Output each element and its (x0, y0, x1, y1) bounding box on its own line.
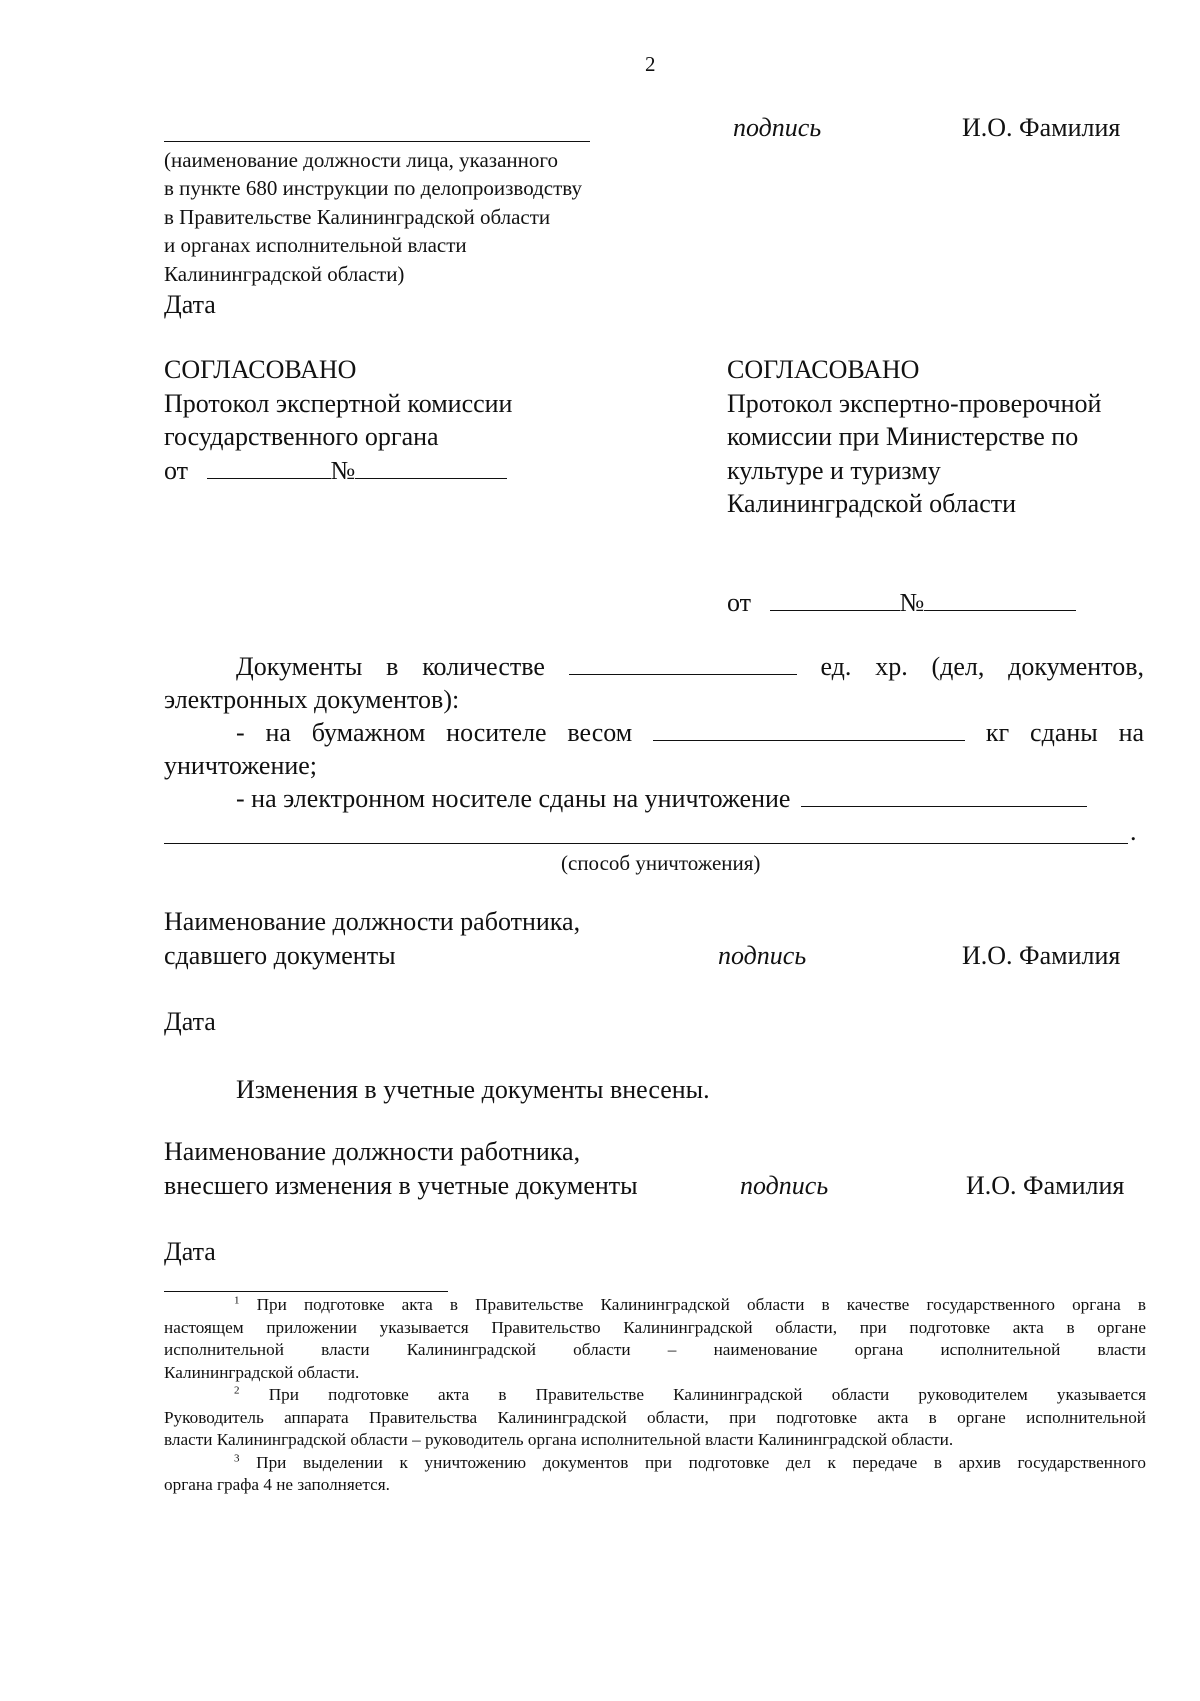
page-number: 2 (645, 52, 656, 76)
footnote-3 (164, 1452, 1146, 1497)
position-note-line: (наименование должности лица, указанного (164, 148, 558, 172)
docs-lead: Документы в количестве (236, 652, 545, 681)
date-label: Дата (164, 290, 216, 319)
footnote-text: При подготовке акта в Правительстве Калининградской области в качестве государственного органа в (256, 1295, 1147, 1314)
docs-count-line (164, 650, 1144, 683)
approval-right (727, 353, 1101, 521)
position-note (164, 146, 582, 288)
footnote-line (164, 1384, 1146, 1407)
approval-line: комиссии при Министерстве по (727, 422, 1079, 451)
footnote-mark: 1 (234, 1294, 240, 1307)
end-dot: . (1130, 817, 1137, 846)
approval-left (164, 353, 512, 487)
footnote-2 (164, 1384, 1146, 1452)
position-note-line: и органах исполнительной власти (164, 233, 467, 258)
footnote-line: исполнительной власти Калининградской области – наименование органа исполнительной власти (164, 1340, 1146, 1359)
footnote-text: При подготовке акта в Правительстве Калининградской области руководителем указывается (268, 1385, 1146, 1404)
electronic-blank (801, 788, 1087, 807)
footnote-line: Руководитель аппарата Правительства Калининградской области, при подготовке акта в органе исполнительной (164, 1407, 1146, 1427)
position-note-line: в Правительстве Калининградской области (164, 204, 551, 229)
number-blank (355, 460, 507, 479)
date-label: Дата (164, 1007, 216, 1036)
approval-line: Калининградской области (727, 489, 1017, 518)
from-label: от (164, 455, 189, 485)
footnote-line (164, 1294, 1146, 1317)
footnote-1 (164, 1294, 1146, 1384)
number-label: № (330, 455, 356, 485)
position-line: внесшего изменения в учетные документы (164, 1171, 638, 1200)
paper-weight-blank (653, 722, 965, 741)
footnotes (164, 1294, 1146, 1497)
paper-cont: уничтожение; (164, 751, 318, 780)
position-underline (164, 141, 590, 142)
footnote-mark: 2 (234, 1384, 240, 1397)
date-blank (770, 592, 900, 611)
from-label: от (727, 588, 752, 617)
number-label: № (899, 588, 925, 617)
footnote-separator (164, 1291, 448, 1292)
approval-line: Протокол экспертно-проверочной (727, 388, 1102, 418)
changes-position (164, 1135, 638, 1203)
signature-label: подпись (718, 941, 807, 970)
approval-heading: СОГЛАСОВАНО (164, 355, 357, 384)
name-label: И.О. Фамилия (962, 941, 1121, 970)
approval-line: Протокол экспертной комиссии (164, 388, 513, 418)
footnote-line (164, 1452, 1146, 1475)
position-line: Наименование должности работника, (164, 1137, 581, 1166)
footnote-text: При выделении к уничтожению документов при подготовке дел к передаче в архив государственного (256, 1452, 1147, 1472)
paper-lead: - на бумажном носителе весом (236, 718, 633, 747)
signature-label: подпись (733, 113, 822, 142)
approval-line: культуре и туризму (727, 455, 941, 485)
number-blank (924, 592, 1076, 611)
position-line: сдавшего документы (164, 941, 396, 970)
date-label: Дата (164, 1237, 216, 1266)
approval-right-from-row (727, 586, 1076, 619)
date-blank (207, 460, 331, 479)
paper-tail: кг сданы на (985, 718, 1145, 747)
name-label: И.О. Фамилия (962, 113, 1121, 142)
method-caption: (способ уничтожения) (561, 851, 761, 875)
docs-units: ед. хр. (дел, документов, (820, 652, 1145, 681)
position-line: Наименование должности работника, (164, 907, 581, 936)
docs-count-blank (569, 656, 797, 675)
footnote-mark: 3 (234, 1451, 240, 1464)
approval-from-row (164, 454, 512, 488)
docs-count-cont: электронных документов): (164, 685, 460, 714)
name-label: И.О. Фамилия (966, 1171, 1125, 1200)
position-note-line: в пункте 680 инструкции по делопроизводству (164, 176, 582, 201)
electronic-lead: - на электронном носителе сданы на уничтожение (236, 784, 791, 813)
approval-heading: СОГЛАСОВАНО (727, 355, 920, 384)
changes-note: Изменения в учетные документы внесены. (236, 1075, 710, 1104)
signature-label: подпись (740, 1171, 829, 1200)
approval-line: государственного органа (164, 422, 439, 451)
footnote-line: власти Калининградской области – руководитель органа исполнительной власти Калининградской области. (164, 1430, 954, 1449)
method-underline (164, 843, 1128, 844)
handover-position (164, 905, 580, 973)
footnote-line: настоящем приложении указывается Правительство Калининградской области, при подготовке акта в органе (164, 1317, 1146, 1337)
electronic-line (236, 782, 1087, 815)
footnote-line: органа графа 4 не заполняется. (164, 1475, 390, 1494)
footnote-line: Калининградской области. (164, 1362, 360, 1382)
paper-line (164, 716, 1144, 749)
position-note-line: Калининградской области) (164, 261, 405, 286)
